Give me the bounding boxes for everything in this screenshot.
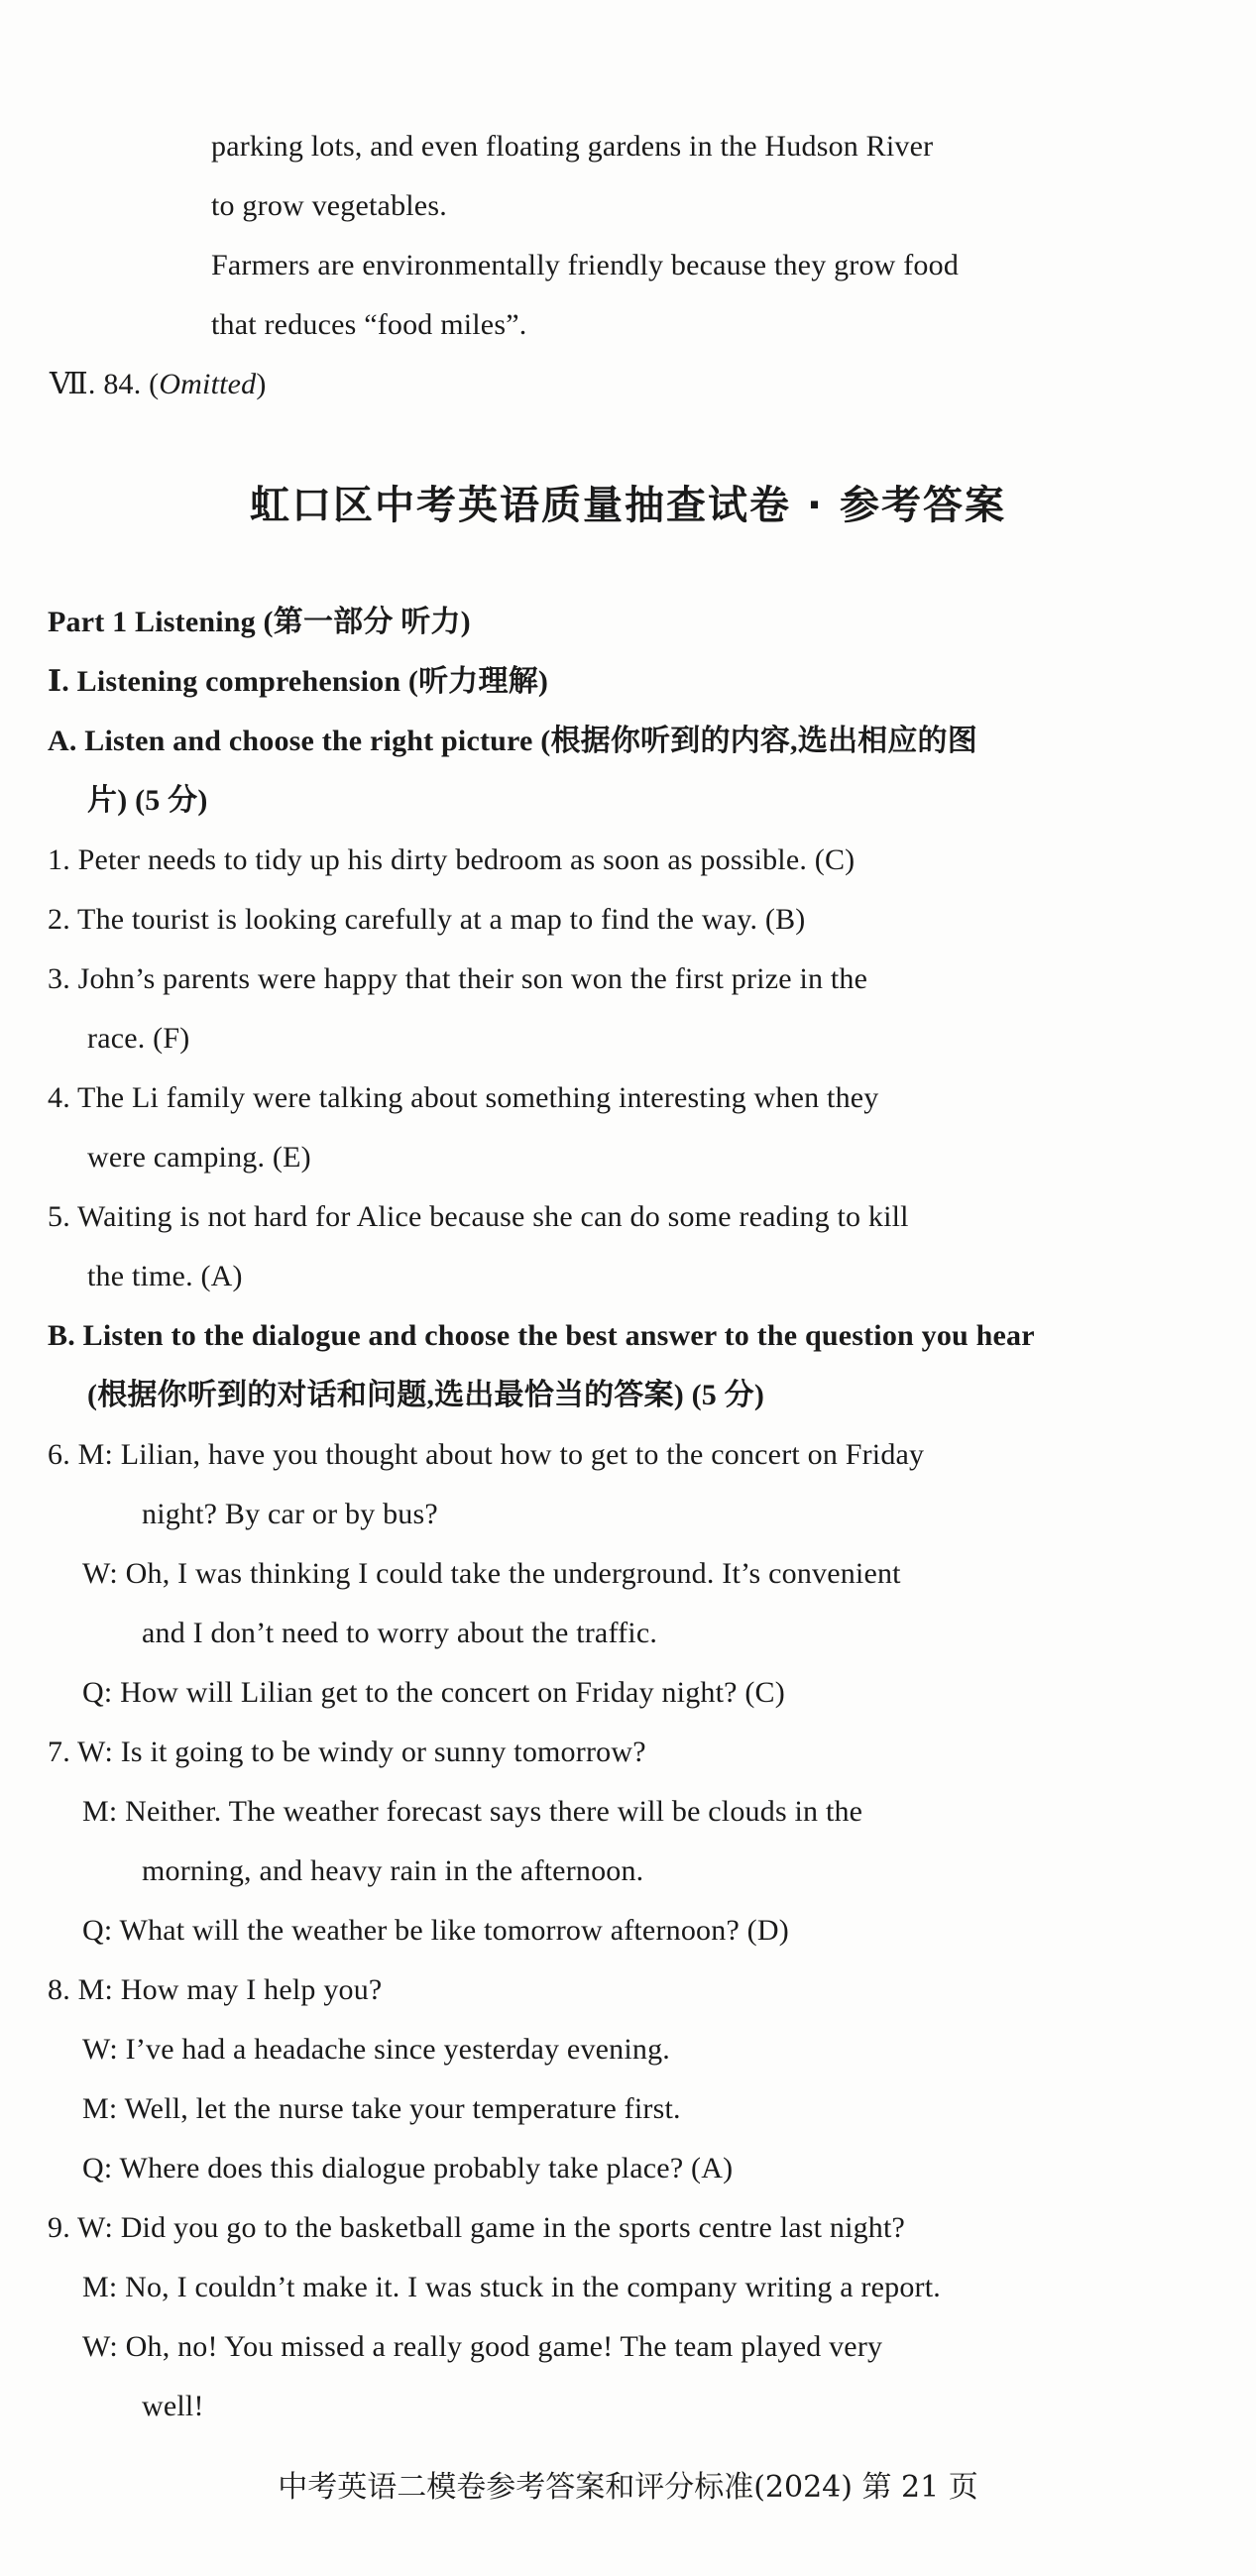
page-title: 虹口区中考英语质量抽查试卷 · 参考答案 [249, 483, 1007, 528]
part-heading: Part 1 Listening (第一部分 听力) [48, 606, 471, 638]
answer-item: 1. Peter needs to tidy up his dirty bedroom as soon as possible. (C) [48, 843, 856, 876]
dialogue-line: M: Well, let the nurse take your temperature first. [82, 2092, 681, 2125]
section-b-heading: B. Listen to the dialogue and choose the best answer to the question you hear [48, 1319, 1035, 1352]
omitted-label: Omitted [159, 368, 257, 400]
dialogue-line: M: Neither. The weather forecast says there will be clouds in the [82, 1795, 863, 1828]
section-heading: Ⅰ. Listening comprehension (听力理解) [48, 665, 549, 698]
section-a-heading: A. Listen and choose the right picture (根据你听到的内容,选出相应的图 [48, 725, 977, 757]
dialogue-question: Q: Where does this dialogue probably take place? (A) [82, 2152, 734, 2184]
dialogue-line: 9. W: Did you go to the basketball game in the sports centre last night? [48, 2211, 906, 2244]
dialogue-question: Q: How will Lilian get to the concert on Friday night? (C) [82, 1676, 785, 1709]
dialogue-question: Q: What will the weather be like tomorrow afternoon? (D) [82, 1914, 789, 1947]
dialogue-line: 8. M: How may I help you? [48, 1973, 383, 2006]
dialogue-line-cont: well! [142, 2390, 204, 2422]
dialogue-line: 6. M: Lilian, have you thought about how to get to the concert on Friday [48, 1438, 925, 1471]
dialogue-line: M: No, I couldn’t make it. I was stuck in the company writing a report. [82, 2271, 941, 2303]
dialogue-line: W: Oh, I was thinking I could take the underground. It’s convenient [82, 1557, 901, 1590]
dialogue-line-cont: night? By car or by bus? [142, 1498, 438, 1530]
answer-item: 2. The tourist is looking carefully at a map to find the way. (B) [48, 903, 806, 936]
answer-item-cont: race. (F) [87, 1022, 190, 1055]
dialogue-line: W: I’ve had a headache since yesterday evening. [82, 2033, 670, 2066]
text-line: that reduces “food miles”. [211, 308, 527, 341]
answer-item-cont: were camping. (E) [87, 1141, 311, 1174]
section-a-heading-cont: 片) (5 分) [87, 784, 208, 817]
dialogue-line-cont: and I don’t need to worry about the traffic. [142, 1617, 658, 1649]
answer-item: 5. Waiting is not hard for Alice because she can do some reading to kill [48, 1200, 909, 1233]
question-84-suffix: ) [256, 368, 267, 400]
dialogue-line: 7. W: Is it going to be windy or sunny tomorrow? [48, 1736, 646, 1768]
dialogue-line-cont: morning, and heavy rain in the afternoon. [142, 1854, 644, 1887]
answer-item: 3. John’s parents were happy that their son won the first prize in the [48, 962, 868, 995]
answer-item-cont: the time. (A) [87, 1260, 243, 1292]
question-84-line [50, 365, 267, 404]
text-line: Farmers are environmentally friendly because they grow food [211, 249, 960, 281]
answer-item: 4. The Li family were talking about something interesting when they [48, 1081, 879, 1114]
text-line: to grow vegetables. [211, 189, 447, 222]
dialogue-line: W: Oh, no! You missed a really good game! The team played very [82, 2330, 883, 2363]
text-line: parking lots, and even floating gardens in the Hudson River [211, 130, 934, 163]
question-84-prefix: Ⅶ. 84. ( [50, 368, 160, 400]
page-footer: 中考英语二模卷参考答案和评分标准(2024) 第 21 页 [278, 2470, 978, 2505]
section-b-heading-cont: (根据你听到的对话和问题,选出最恰当的答案) (5 分) [87, 1379, 765, 1411]
